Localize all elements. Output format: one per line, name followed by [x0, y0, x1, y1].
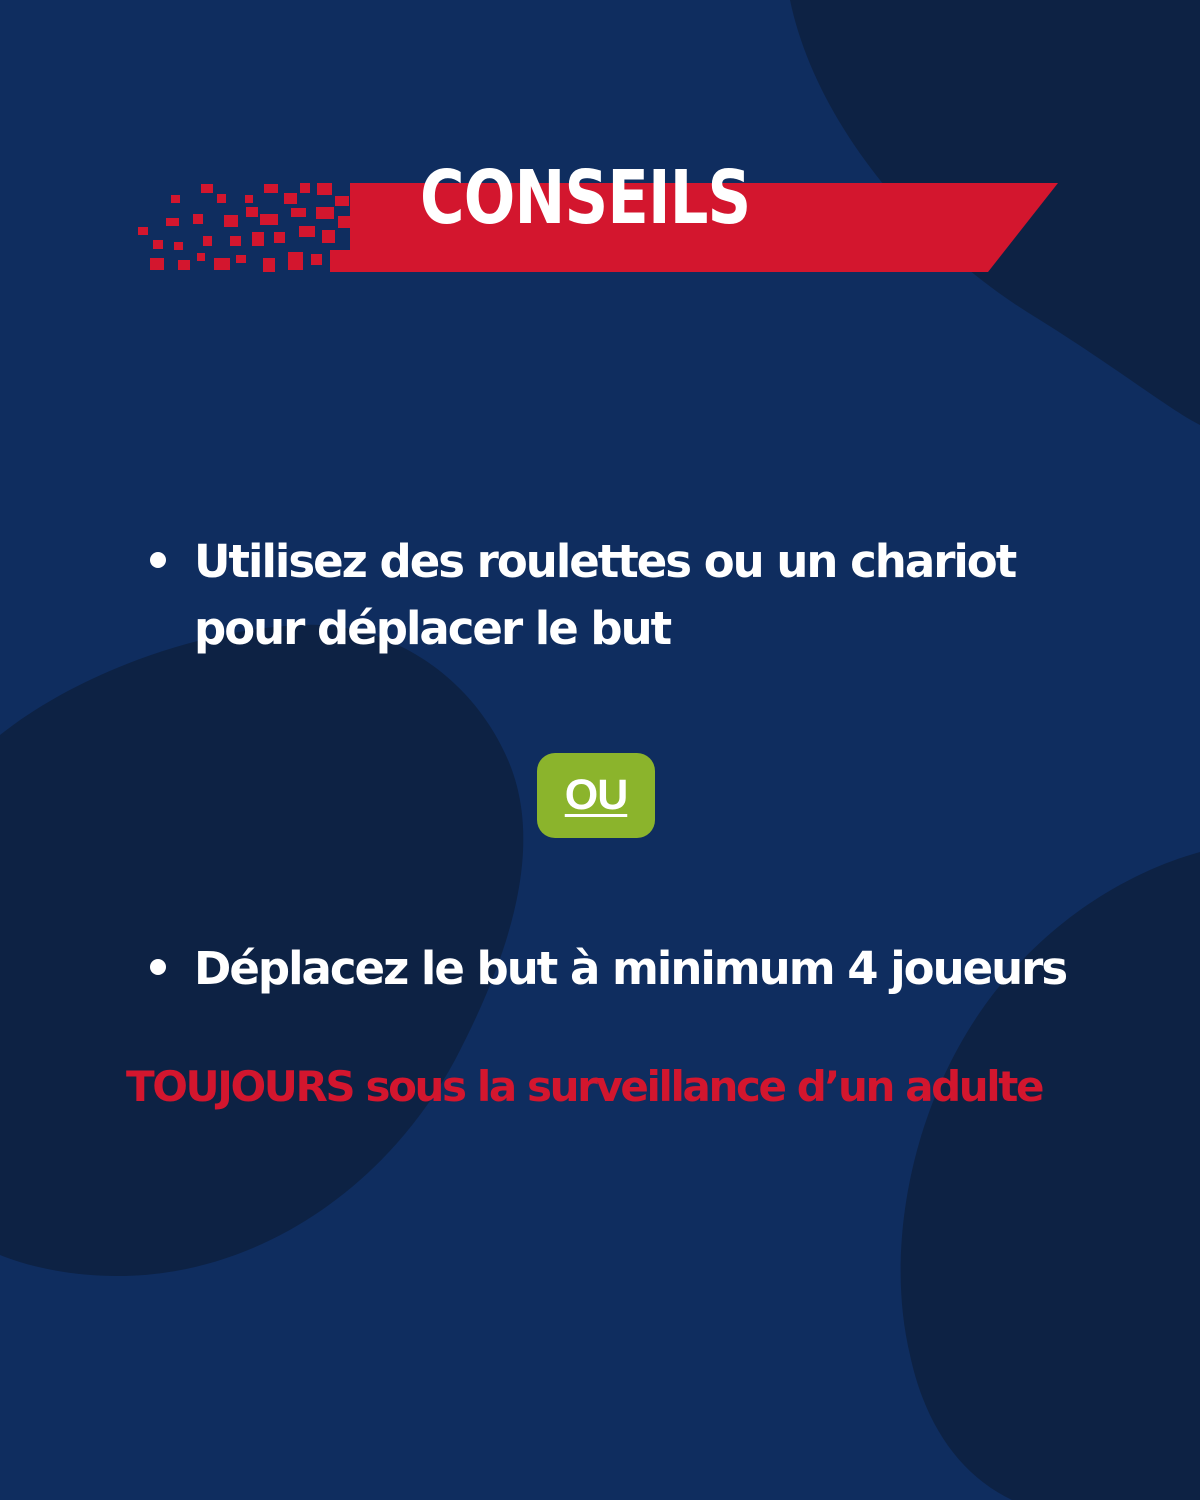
or-badge — [537, 753, 655, 838]
page-title: CONSEILS — [420, 155, 751, 241]
tip-minimum-players: Déplacez le but à minimum 4 joueurs — [194, 935, 1094, 1002]
pixel-trail-decoration — [138, 183, 350, 272]
adult-supervision-warning: TOUJOURS sous la surveillance d’un adulte — [126, 1062, 1043, 1111]
tip-move-with-wheels: Utilisez des roulettes ou un chariot pour déplacer le but — [194, 528, 1094, 662]
or-label: OU — [564, 771, 628, 819]
